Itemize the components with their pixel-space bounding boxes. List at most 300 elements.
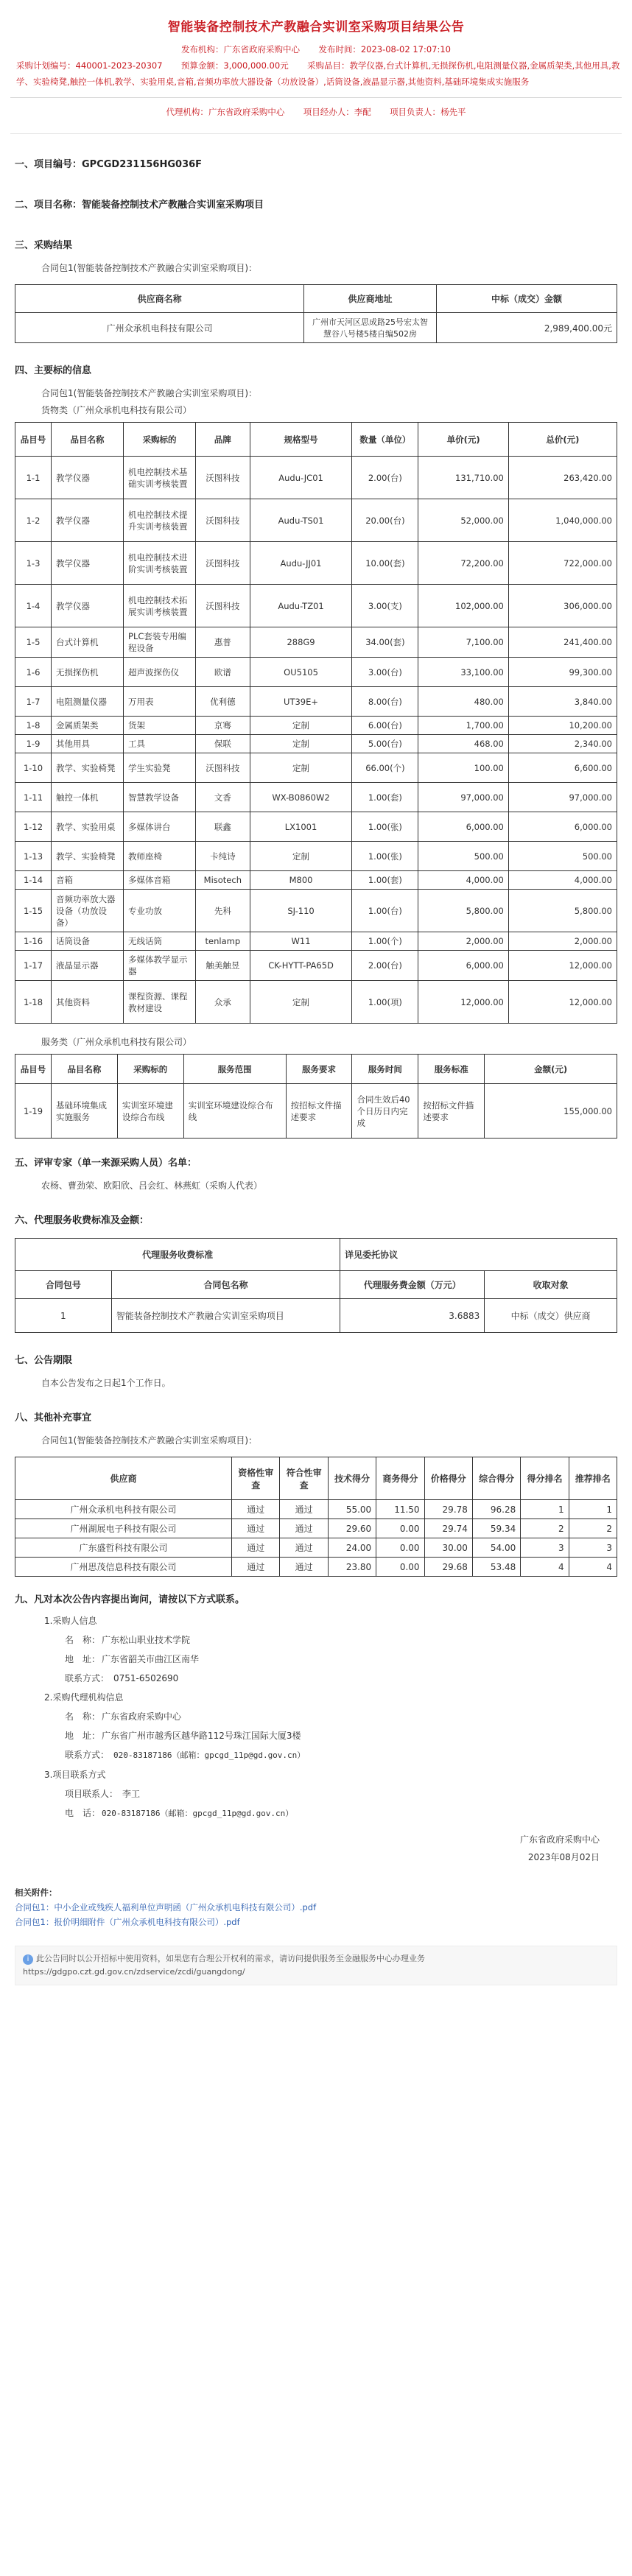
score-cell: 23.80 xyxy=(328,1558,376,1577)
score-header: 综合得分 xyxy=(472,1457,520,1500)
goods-cell: 100.00 xyxy=(418,753,509,783)
purchaser-tel-label: 联系方式： xyxy=(65,1673,110,1683)
result-table xyxy=(15,284,617,343)
result-header-amount: 中标（成交）金额 xyxy=(436,285,617,313)
goods-header: 品牌 xyxy=(196,423,250,457)
goods-cell: 3,840.00 xyxy=(508,687,617,717)
score-cell: 53.48 xyxy=(472,1558,520,1577)
notice-link[interactable]: https://gdgpo.czt.gd.gov.cn/zdservice/zcdi/guangdong/ xyxy=(23,1967,245,1977)
goods-cell: 1-8 xyxy=(15,717,52,735)
goods-cell: 定制 xyxy=(250,717,352,735)
goods-cell: 6.00(台) xyxy=(352,717,418,735)
plan-no-label: 采购计划编号： xyxy=(16,60,76,71)
goods-cell: 多媒体教学显示器 xyxy=(124,951,196,981)
goods-cell: 1-16 xyxy=(15,932,52,951)
goods-cell: 万用表 xyxy=(124,687,196,717)
score-cell: 通过 xyxy=(232,1558,280,1577)
goods-cell: Audu-JJ01 xyxy=(250,542,352,585)
agency-address: 广东省广州市越秀区越华路112号珠江国际大厦3楼 xyxy=(102,1731,301,1741)
items-package-label: 合同包1(智能装备控制技术产教融合实训室采购项目)： xyxy=(41,388,258,398)
goods-cell: 音频功率放大器设备（功放设备） xyxy=(52,890,124,932)
goods-cell: 241,400.00 xyxy=(508,627,617,658)
goods-cell: 1-9 xyxy=(15,735,52,753)
score-package-label: 合同包1(智能装备控制技术产教融合实训室采购项目)： xyxy=(41,1435,258,1446)
result-package-label: 合同包1(智能装备控制技术产教融合实训室采购项目)： xyxy=(41,263,258,273)
notice-box xyxy=(15,1946,617,1985)
score-cell: 广州众承机电科技有限公司 xyxy=(15,1500,232,1519)
table-row xyxy=(15,499,617,542)
goods-cell: 1-7 xyxy=(15,687,52,717)
goods-cell: 263,420.00 xyxy=(508,457,617,499)
goods-cell: 97,000.00 xyxy=(418,783,509,812)
agency-value: 广东省政府采购中心 xyxy=(208,107,285,117)
goods-cell: 99,300.00 xyxy=(508,658,617,687)
score-cell: 通过 xyxy=(280,1538,328,1558)
contact-block xyxy=(15,1611,617,1823)
goods-cell: 1.00(套) xyxy=(352,783,418,812)
goods-cell: 5.00(台) xyxy=(352,735,418,753)
table-row xyxy=(15,932,617,951)
goods-cell: 教学仪器 xyxy=(52,542,124,585)
goods-header: 品目号 xyxy=(15,423,52,457)
table-row xyxy=(15,585,617,627)
table-row xyxy=(15,1538,617,1558)
category-label: 采购品目： xyxy=(307,60,350,71)
table-row xyxy=(15,1500,617,1519)
goods-cell: 机电控制技术拓展实训考核装置 xyxy=(124,585,196,627)
goods-cell: 7,100.00 xyxy=(418,627,509,658)
goods-cell: 1-14 xyxy=(15,871,52,890)
score-cell: 广州湖展电子科技有限公司 xyxy=(15,1519,232,1538)
score-cell: 29.74 xyxy=(424,1519,472,1538)
goods-cell: 1-6 xyxy=(15,658,52,687)
goods-cell: 66.00(个) xyxy=(352,753,418,783)
budget-label: 预算金额： xyxy=(180,60,224,71)
score-cell: 3 xyxy=(569,1538,617,1558)
score-cell: 4 xyxy=(521,1558,569,1577)
table-row xyxy=(15,871,617,890)
score-cell: 广东盛哲科技有限公司 xyxy=(15,1538,232,1558)
goods-cell: 其他用具 xyxy=(52,735,124,753)
purchaser-address: 广东省韶关市曲江区南华 xyxy=(102,1654,200,1664)
goods-cell: 1-3 xyxy=(15,542,52,585)
goods-cell: SJ-110 xyxy=(250,890,352,932)
budget-value: 3,000,000.00元 xyxy=(223,60,289,71)
goods-cell: 保联 xyxy=(196,735,250,753)
section-contact-heading: 九、凡对本次公告内容提出询问，请按以下方式联系。 xyxy=(15,1594,245,1605)
service-header: 服务范围 xyxy=(183,1055,286,1084)
goods-cell: 定制 xyxy=(250,735,352,753)
attachment-link-2[interactable]: 合同包1：报价明细附件（广州众承机电科技有限公司）.pdf xyxy=(15,1917,240,1927)
publish-time-value: 2023-08-02 17:07:10 xyxy=(360,44,451,54)
goods-cell: 6,000.00 xyxy=(508,812,617,842)
score-cell: 30.00 xyxy=(424,1538,472,1558)
goods-cell: 2.00(台) xyxy=(352,951,418,981)
section-fee-heading: 六、代理服务收费标准及金额： xyxy=(15,1215,150,1226)
service-cell: 基础环境集成实施服务 xyxy=(52,1084,118,1139)
result-header-address: 供应商地址 xyxy=(304,285,437,313)
table-row xyxy=(15,735,617,753)
goods-cell: 1-11 xyxy=(15,783,52,812)
goods-cell: Audu-TS01 xyxy=(250,499,352,542)
table-row xyxy=(15,951,617,981)
goods-cell: 6,000.00 xyxy=(418,812,509,842)
goods-cell: 6,000.00 xyxy=(418,951,509,981)
goods-cell: 131,710.00 xyxy=(418,457,509,499)
goods-cell: 12,000.00 xyxy=(508,981,617,1024)
fee-payer: 中标（成交）供应商 xyxy=(485,1299,617,1333)
signature-org: 广东省政府采购中心 xyxy=(519,1834,600,1845)
table-row xyxy=(15,783,617,812)
agency-address-label: 地 址： xyxy=(65,1731,101,1741)
score-cell: 通过 xyxy=(280,1519,328,1538)
table-row xyxy=(15,457,617,499)
goods-cell: 1,700.00 xyxy=(418,717,509,735)
result-header-supplier: 供应商名称 xyxy=(15,285,304,313)
goods-header: 总价(元) xyxy=(508,423,617,457)
goods-header: 单价(元) xyxy=(418,423,509,457)
goods-cell: 学生实验凳 xyxy=(124,753,196,783)
table-row xyxy=(15,1519,617,1538)
service-cell: 实训室环境建设综合布线 xyxy=(183,1084,286,1139)
goods-cell: CK-HYTT-PA65D xyxy=(250,951,352,981)
goods-cell: 1-10 xyxy=(15,753,52,783)
leader-value: 杨先平 xyxy=(440,107,466,117)
goods-cell: 1.00(张) xyxy=(352,842,418,871)
table-row xyxy=(15,658,617,687)
announcement-meta xyxy=(10,41,622,98)
project-contact-label: 项目联系人： xyxy=(65,1789,119,1799)
goods-cell: 专业功放 xyxy=(124,890,196,932)
service-header: 服务时间 xyxy=(352,1055,418,1084)
project-tel: 020-83187186（邮箱：gpcgd_11p@gd.gov.cn） xyxy=(102,1809,294,1818)
goods-cell: 1-4 xyxy=(15,585,52,627)
score-cell: 通过 xyxy=(232,1500,280,1519)
goods-cell: OU5105 xyxy=(250,658,352,687)
category-value: 教学仪器,台式计算机,无损探伤机,电阻测量仪器,金属质架类,其他用具,教学、实验椅凳,触控一体机,教学、实验用桌,音箱,音频功率放大器设备（功放设备）,话筒设备,液晶显示器,其他资料,基础环境集成实施服务 xyxy=(16,60,620,87)
goods-cell: 1-15 xyxy=(15,890,52,932)
score-header: 供应商 xyxy=(15,1457,232,1500)
fee-amount: 3.6883 xyxy=(340,1299,485,1333)
goods-cell: 沃图科技 xyxy=(196,542,250,585)
goods-cell: 468.00 xyxy=(418,735,509,753)
goods-header: 品目名称 xyxy=(52,423,124,457)
period-text: 自本公告发布之日起1个工作日。 xyxy=(41,1378,171,1388)
goods-cell: 教学、实验用桌 xyxy=(52,812,124,842)
score-cell: 29.60 xyxy=(328,1519,376,1538)
score-cell: 54.00 xyxy=(472,1538,520,1558)
score-cell: 通过 xyxy=(280,1500,328,1519)
score-cell: 通过 xyxy=(280,1558,328,1577)
publish-time-label: 发布时间： xyxy=(318,44,361,54)
goods-cell: 无损探伤机 xyxy=(52,658,124,687)
goods-cell: 72,200.00 xyxy=(418,542,509,585)
goods-cell: 34.00(套) xyxy=(352,627,418,658)
goods-cell: Audu-TZ01 xyxy=(250,585,352,627)
score-header: 推荐排名 xyxy=(569,1457,617,1500)
goods-cell: 沃图科技 xyxy=(196,753,250,783)
goods-cell: 货架 xyxy=(124,717,196,735)
goods-label: 货物类（广州众承机电科技有限公司） xyxy=(41,405,192,415)
goods-cell: 10.00(套) xyxy=(352,542,418,585)
score-cell: 29.68 xyxy=(424,1558,472,1577)
agency-tel-label: 联系方式： xyxy=(65,1750,110,1760)
score-cell: 2 xyxy=(569,1519,617,1538)
goods-cell: 其他资料 xyxy=(52,981,124,1024)
goods-cell: 教师座椅 xyxy=(124,842,196,871)
score-cell: 2 xyxy=(521,1519,569,1538)
purchaser-name-label: 名 称： xyxy=(65,1635,101,1645)
service-header: 服务标准 xyxy=(418,1055,485,1084)
table-row xyxy=(15,1558,617,1577)
score-cell: 3 xyxy=(521,1538,569,1558)
goods-cell: 惠普 xyxy=(196,627,250,658)
goods-cell: 1-12 xyxy=(15,812,52,842)
goods-cell: 1-1 xyxy=(15,457,52,499)
section-project-no: 一、项目编号：GPCGD231156HG036F xyxy=(15,159,203,170)
goods-cell: 电阻测量仪器 xyxy=(52,687,124,717)
table-row xyxy=(15,627,617,658)
manager-value: 李配 xyxy=(354,107,371,117)
score-header: 技术得分 xyxy=(328,1457,376,1500)
goods-cell: 教学仪器 xyxy=(52,457,124,499)
service-header: 服务要求 xyxy=(286,1055,352,1084)
goods-cell: 多媒体音箱 xyxy=(124,871,196,890)
page-title: 智能装备控制技术产教融合实训室采购项目结果公告 xyxy=(167,20,465,35)
table-row xyxy=(15,717,617,735)
service-cell: 155,000.00 xyxy=(485,1084,617,1139)
goods-cell: 1-5 xyxy=(15,627,52,658)
goods-cell: 无线话筒 xyxy=(124,932,196,951)
score-cell: 4 xyxy=(569,1558,617,1577)
table-row xyxy=(15,687,617,717)
goods-cell: UT39E+ xyxy=(250,687,352,717)
service-table xyxy=(15,1054,617,1139)
goods-cell: PLC套装专用编程设备 xyxy=(124,627,196,658)
goods-cell: 众承 xyxy=(196,981,250,1024)
table-row xyxy=(15,753,617,783)
service-cell: 按招标文件描述要求 xyxy=(286,1084,352,1139)
goods-cell: 500.00 xyxy=(508,842,617,871)
goods-cell: 先科 xyxy=(196,890,250,932)
table-row xyxy=(15,981,617,1024)
announcement-content xyxy=(10,156,622,1985)
service-header: 金额(元) xyxy=(485,1055,617,1084)
section-result-heading: 三、采购结果 xyxy=(15,240,73,251)
agency-name-label: 名 称： xyxy=(65,1711,101,1722)
purchaser-name: 广东松山职业技术学院 xyxy=(102,1635,191,1645)
goods-cell: 定制 xyxy=(250,753,352,783)
attachment-link-1[interactable]: 合同包1：中小企业或残疾人福利单位声明函（广州众承机电科技有限公司）.pdf xyxy=(15,1902,317,1912)
service-header: 采购标的 xyxy=(117,1055,183,1084)
section-other-heading: 八、其他补充事宜 xyxy=(15,1412,92,1424)
goods-cell: 1.00(项) xyxy=(352,981,418,1024)
fee-standard-label: 代理服务收费标准 xyxy=(15,1239,340,1271)
goods-cell: 1.00(张) xyxy=(352,812,418,842)
fee-header-payer: 收取对象 xyxy=(485,1271,617,1299)
goods-cell: 定制 xyxy=(250,981,352,1024)
result-amount: 2,989,400.00元 xyxy=(436,313,617,343)
goods-cell: 20.00(台) xyxy=(352,499,418,542)
goods-cell: 台式计算机 xyxy=(52,627,124,658)
goods-cell: 2,340.00 xyxy=(508,735,617,753)
goods-cell: Misotech xyxy=(196,871,250,890)
project-contact-name: 李工 xyxy=(122,1789,141,1799)
service-header: 品目号 xyxy=(15,1055,52,1084)
agency-name: 广东省政府采购中心 xyxy=(102,1711,182,1722)
goods-cell: 多媒体讲台 xyxy=(124,812,196,842)
fee-header-amount: 代理服务费金额（万元） xyxy=(340,1271,485,1299)
service-cell: 按招标文件描述要求 xyxy=(418,1084,485,1139)
score-cell: 24.00 xyxy=(328,1538,376,1558)
goods-cell: 1-2 xyxy=(15,499,52,542)
fee-header-package-no: 合同包号 xyxy=(15,1271,112,1299)
fee-package-no: 1 xyxy=(15,1299,112,1333)
goods-cell: W11 xyxy=(250,932,352,951)
agency-label: 代理机构： xyxy=(166,107,208,117)
purchaser-address-label: 地 址： xyxy=(65,1654,101,1664)
service-cell: 实训室环境建设综合布线 xyxy=(117,1084,183,1139)
service-label: 服务类（广州众承机电科技有限公司） xyxy=(41,1037,192,1047)
agency-title: 2.采购代理机构信息 xyxy=(44,1692,124,1703)
announcement-meta-agency xyxy=(10,104,622,134)
goods-cell: 沃图科技 xyxy=(196,585,250,627)
signature-date: 2023年08月02日 xyxy=(527,1852,600,1862)
goods-cell: 102,000.00 xyxy=(418,585,509,627)
goods-header: 采购标的 xyxy=(124,423,196,457)
goods-cell: 1.00(套) xyxy=(352,871,418,890)
goods-cell: 京骞 xyxy=(196,717,250,735)
signature-block xyxy=(15,1831,617,1866)
goods-header: 规格型号 xyxy=(250,423,352,457)
publisher-value: 广东省政府采购中心 xyxy=(223,44,301,54)
goods-cell: 优利德 xyxy=(196,687,250,717)
score-header: 资格性审查 xyxy=(232,1457,280,1500)
fee-header-package-name: 合同包名称 xyxy=(111,1271,340,1299)
goods-cell: 12,000.00 xyxy=(508,951,617,981)
table-row xyxy=(15,812,617,842)
goods-cell: 722,000.00 xyxy=(508,542,617,585)
goods-header: 数量（单位） xyxy=(352,423,418,457)
goods-cell: 3.00(台) xyxy=(352,658,418,687)
goods-cell: 288G9 xyxy=(250,627,352,658)
goods-cell: 2,000.00 xyxy=(508,932,617,951)
goods-cell: 课程资源、课程教材建设 xyxy=(124,981,196,1024)
purchaser-tel: 0751-6502690 xyxy=(113,1673,179,1683)
experts-list: 农杨、曹劲荣、欧阳欣、吕会红、林燕虹（采购人代表） xyxy=(41,1180,263,1191)
score-cell: 0.00 xyxy=(376,1519,424,1538)
score-cell: 通过 xyxy=(232,1538,280,1558)
goods-cell: 智慧教学设备 xyxy=(124,783,196,812)
score-cell: 96.28 xyxy=(472,1500,520,1519)
result-address: 广州市天河区思成路25号宏太智慧谷八号楼5楼自编502房 xyxy=(304,313,437,343)
score-cell: 1 xyxy=(521,1500,569,1519)
goods-cell: 欧谱 xyxy=(196,658,250,687)
goods-cell: 教学、实验椅凳 xyxy=(52,753,124,783)
goods-cell: M800 xyxy=(250,871,352,890)
goods-cell: 480.00 xyxy=(418,687,509,717)
goods-cell: 1-18 xyxy=(15,981,52,1024)
goods-cell: 8.00(台) xyxy=(352,687,418,717)
goods-cell: 52,000.00 xyxy=(418,499,509,542)
score-header: 符合性审查 xyxy=(280,1457,328,1500)
goods-cell: 沃图科技 xyxy=(196,457,250,499)
service-cell: 1-19 xyxy=(15,1084,52,1139)
publisher-label: 发布机构： xyxy=(181,44,224,54)
goods-cell: 教学、实验椅凳 xyxy=(52,842,124,871)
section-experts-heading: 五、评审专家（单一来源采购人员）名单： xyxy=(15,1158,197,1169)
goods-cell: 4,000.00 xyxy=(418,871,509,890)
attachments-heading: 相关附件： xyxy=(15,1887,57,1898)
goods-cell: 工具 xyxy=(124,735,196,753)
goods-cell: 3.00(支) xyxy=(352,585,418,627)
goods-cell: 5,800.00 xyxy=(508,890,617,932)
fee-table xyxy=(15,1238,617,1333)
table-row xyxy=(15,542,617,585)
goods-cell: 2,000.00 xyxy=(418,932,509,951)
score-cell: 55.00 xyxy=(328,1500,376,1519)
score-cell: 1 xyxy=(569,1500,617,1519)
attachments xyxy=(15,1885,617,1929)
info-icon: i xyxy=(23,1954,33,1965)
purchaser-title: 1.采购人信息 xyxy=(44,1616,97,1626)
goods-cell: 6,600.00 xyxy=(508,753,617,783)
goods-cell: 33,100.00 xyxy=(418,658,509,687)
goods-table xyxy=(15,422,617,1024)
goods-cell: 10,200.00 xyxy=(508,717,617,735)
goods-cell: 液晶显示器 xyxy=(52,951,124,981)
table-row xyxy=(15,1084,617,1139)
score-cell: 广州思茂信息科技有限公司 xyxy=(15,1558,232,1577)
score-header: 得分排名 xyxy=(521,1457,569,1500)
goods-cell: 话筒设备 xyxy=(52,932,124,951)
goods-cell: 500.00 xyxy=(418,842,509,871)
table-row xyxy=(15,1299,617,1333)
score-cell: 11.50 xyxy=(376,1500,424,1519)
score-header: 价格得分 xyxy=(424,1457,472,1500)
goods-cell: 1.00(台) xyxy=(352,890,418,932)
goods-cell: LX1001 xyxy=(250,812,352,842)
agency-tel: 020-83187186（邮箱：gpcgd_11p@gd.gov.cn） xyxy=(113,1750,306,1760)
leader-label: 项目负责人： xyxy=(390,107,441,117)
goods-cell: 1.00(个) xyxy=(352,932,418,951)
goods-cell: 金属质架类 xyxy=(52,717,124,735)
goods-cell: tenlamp xyxy=(196,932,250,951)
score-cell: 29.78 xyxy=(424,1500,472,1519)
goods-cell: 12,000.00 xyxy=(418,981,509,1024)
table-row xyxy=(15,842,617,871)
score-cell: 通过 xyxy=(232,1519,280,1538)
goods-cell: 音箱 xyxy=(52,871,124,890)
goods-cell: 教学仪器 xyxy=(52,585,124,627)
goods-cell: 306,000.00 xyxy=(508,585,617,627)
notice-text: 此公告同时以公开招标中使用资料，如果您有合理公开权利的需求，请访问提供服务至金融服务中心办理业务 xyxy=(36,1954,425,1963)
goods-cell: 2.00(台) xyxy=(352,457,418,499)
fee-package-name: 智能装备控制技术产教融合实训室采购项目 xyxy=(111,1299,340,1333)
section-project-name: 二、项目名称：智能装备控制技术产教融合实训室采购项目 xyxy=(15,200,264,211)
goods-cell: 教学仪器 xyxy=(52,499,124,542)
goods-cell: 1-17 xyxy=(15,951,52,981)
table-row xyxy=(15,890,617,932)
goods-cell: 触控一体机 xyxy=(52,783,124,812)
goods-cell: 机电控制技术提升实训考核装置 xyxy=(124,499,196,542)
score-cell: 59.34 xyxy=(472,1519,520,1538)
section-items-heading: 四、主要标的信息 xyxy=(15,365,92,376)
goods-cell: WX-B0860W2 xyxy=(250,783,352,812)
goods-cell: 4,000.00 xyxy=(508,871,617,890)
manager-label: 项目经办人： xyxy=(303,107,354,117)
goods-cell: 1-13 xyxy=(15,842,52,871)
